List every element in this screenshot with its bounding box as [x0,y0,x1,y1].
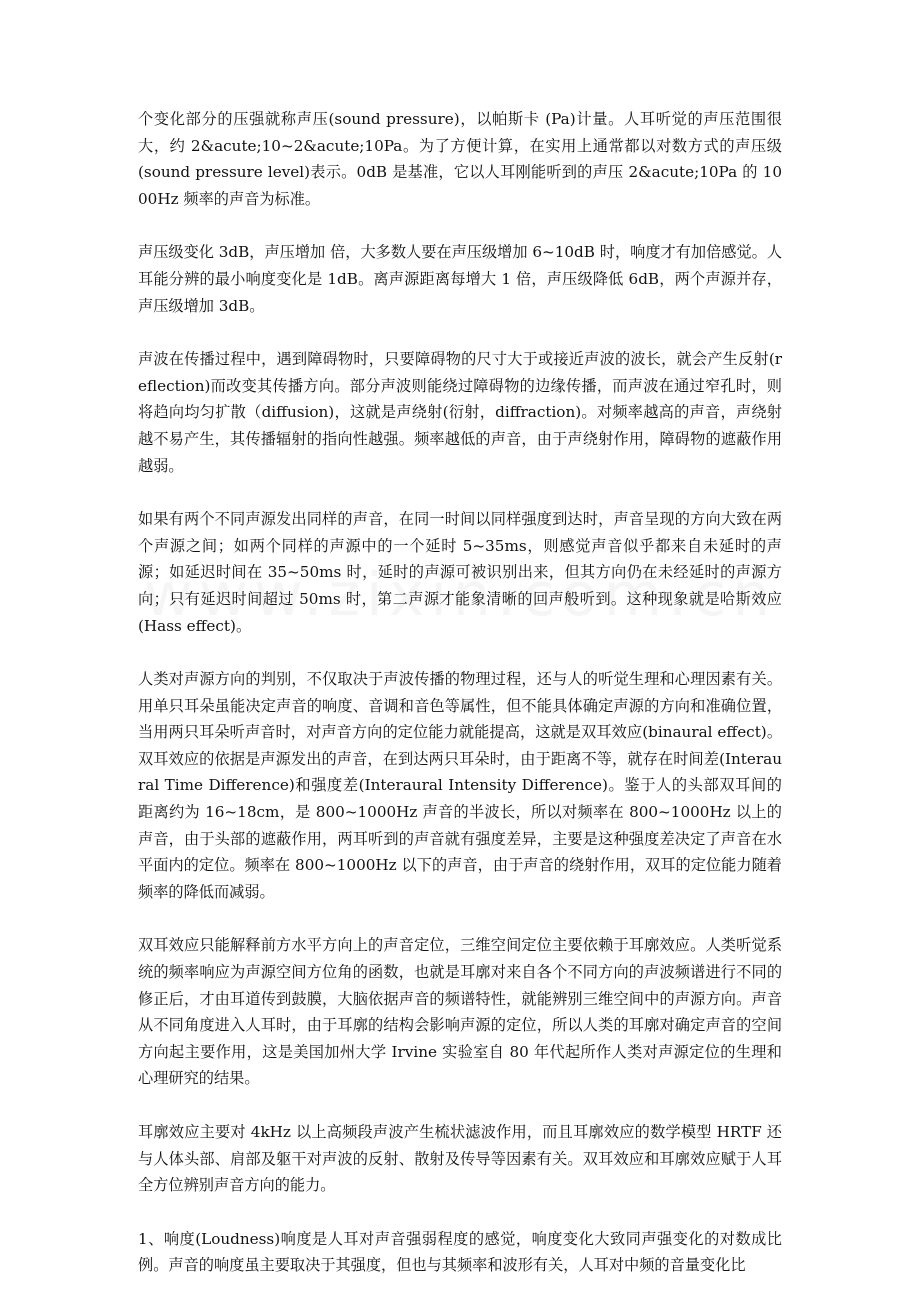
paragraph-sound-pressure: 个变化部分的压强就称声压(sound pressure)，以帕斯卡 (Pa)计量。人耳听觉的声压范围很大，约 2&acute;10~2&acute;10Pa。为了方便计算，在实用上通常都以对数方式的声压级 (sound pressure level)表示。0dB 是基准，它以人耳刚能听到的声压 2&acute;10Pa 的 1000Hz 频率的声音为标准。 [138,110,782,208]
document-body [138,106,782,1279]
paragraph-loudness: 1、响度(Loudness)响度是人耳对声音强弱程度的感觉，响度变化大致同声强变化的对数成比例。声音的响度虽主要取决于其强度，但也与其频率和波形有关，人耳对中频的音量变化比 [138,1229,782,1275]
paragraph-pinna-effect: 双耳效应只能解释前方水平方向上的声音定位，三维空间定位主要依赖于耳廓效应。人类听觉系统的频率响应为声源空间方位角的函数，也就是耳廓对来自各个不同方向的声波频谱进行不同的修正后，才由耳道传到鼓膜，大脑依据声音的频谱特性，就能辨别三维空间中的声源方向。声音从不同角度进入人耳时，由于耳廓的结构会影响声源的定位，所以人类的耳廓对确定声音的空间方向起主要作用，这是美国加州大学 Irvine 实验室自 80 年代起所作人类对声源定位的生理和心理研究的结果。 [138,936,782,1088]
paragraph-binaural-effect: 人类对声源方向的判别，不仅取决于声波传播的物理过程，还与人的听觉生理和心理因素有关。用单只耳朵虽能决定声音的响度、音调和音色等属性，但不能具体确定声源的方向和准确位置，当用两只耳朵听声音时，对声音方向的定位能力就能提高，这就是双耳效应(binaural effect)。双耳效应的依据是声源发出的声音，在到达两只耳朵时，由于距离不等，就存在时间差(Interaural Time Difference)和强度差(Interaural Intensity Difference)。鉴于人的头部双耳间的距离约为 16~18cm，是 800~1000Hz 声音的半波长，所以对频率在 800~1000Hz 以上的声音，由于头部的遮蔽作用，两耳听到的声音就有强度差异，主要是这种强度差决定了声音在水平面内的定位。频率在 800~1000Hz 以下的声音，由于声音的绕射作用，双耳的定位能力随着频率的降低而减弱。 [138,670,782,901]
paragraph-haas-effect: 如果有两个不同声源发出同样的声音，在同一时间以同样强度到达时，声音呈现的方向大致在两个声源之间；如两个同样的声源中的一个延时 5~35ms，则感觉声音似乎都来自未延时的声源；如延迟时间在 35~50ms 时，延时的声源可被识别出来，但其方向仍在未经延时的声源方向；只有延迟时间超过 50ms 时，第二声源才能象清晰的回声般听到。这种现象就是哈斯效应(Hass effect)。 [138,510,782,635]
paragraph-sound-pressure-level: 声压级变化 3dB，声压增加 倍，大多数人要在声压级增加 6~10dB 时，响度才有加倍感觉。人耳能分辨的最小响度变化是 1dB。离声源距离每增大 1 倍，声压级降低 6dB，两个声源并存，声压级增加 3dB。 [138,243,783,315]
paragraph-diffraction: 声波在传播过程中，遇到障碍物时，只要障碍物的尺寸大于或接近声波的波长，就会产生反射(reflection)而改变其传播方向。部分声波则能绕过障碍物的边缘传播，而声波在通过窄孔时，则将趋向均匀扩散（diffusion)，这就是声绕射(衍射，diffraction)。对频率越高的声音，声绕射越不易产生，其传播辐射的指向性越强。频率越低的声音，由于声绕射作用，障碍物的遮蔽作用越弱。 [138,350,782,475]
paragraph-hrtf: 耳廓效应主要对 4kHz 以上高频段声波产生梳状滤波作用，而且耳廓效应的数学模型 HRTF 还与人体头部、肩部及躯干对声波的反射、散射及传导等因素有关。双耳效应和耳廓效应赋于人耳全方位辨别声音方向的能力。 [138,1123,782,1195]
